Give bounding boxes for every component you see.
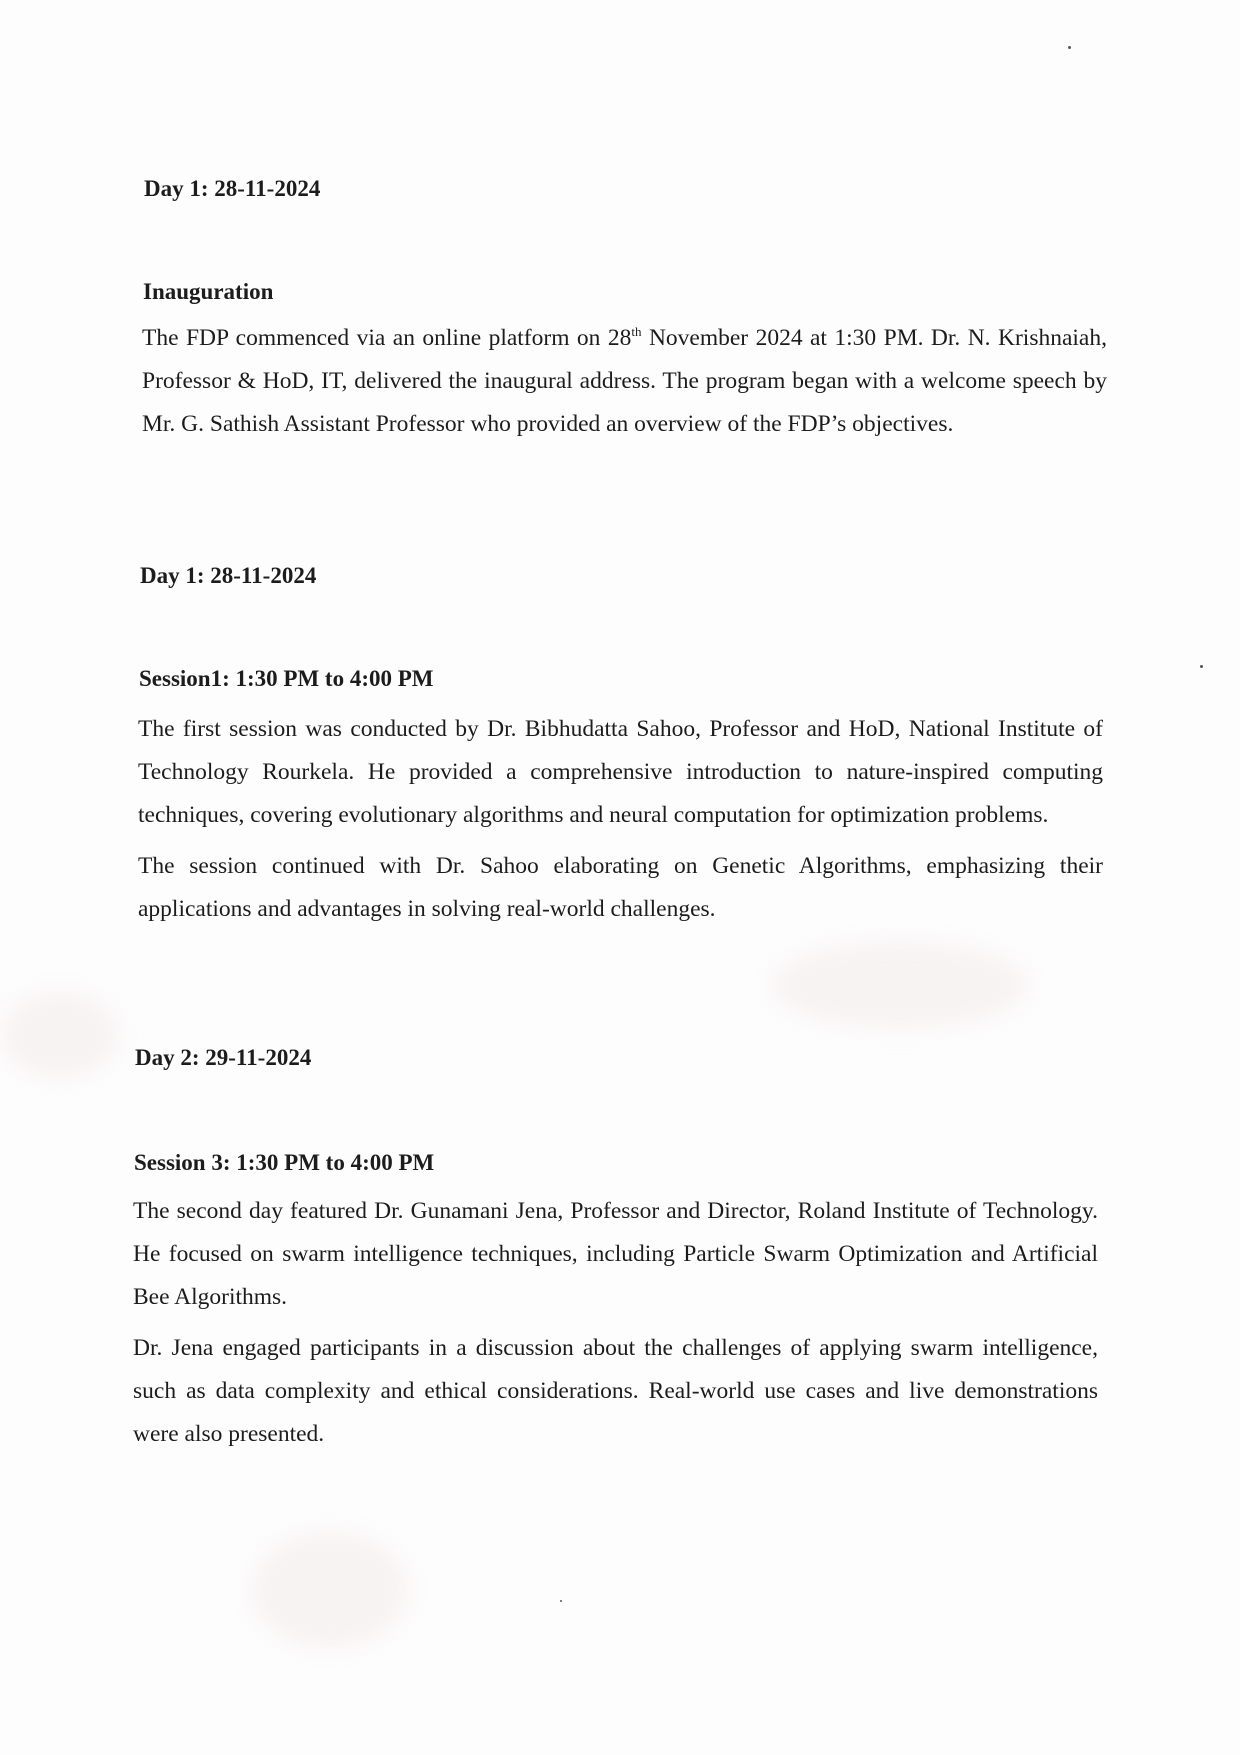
scan-smudge (250, 1530, 410, 1650)
inauguration-heading: Inauguration (143, 279, 274, 304)
day-heading: Day 1: 28-11-2024 (140, 563, 317, 588)
day-heading: Day 2: 29-11-2024 (135, 1045, 312, 1070)
session3-paragraph-1: The second day featured Dr. Gunamani Jena, Professor and Director, Roland Institute of Technology. He focused on swarm intelligence techniques, including Particle Swarm Optimization and Artificial Bee Algorithms. (133, 1198, 1098, 1310)
session3-heading-block (134, 1150, 1240, 1176)
day-heading: Day 1: 28-11-2024 (144, 176, 321, 201)
ordinal-suffix: th (631, 324, 642, 340)
paragraph-text: November 2024 at 1:30 PM. Dr. N. Krishnaiah, Professor & HoD, IT, delivered the inaugural address. The program began with a welcome speech by Mr. G. Sathish Assistant Professor who provided an overview of the FDP’s objectives. (142, 325, 1107, 437)
paragraph-text: The FDP commenced via an online platform on 28 (142, 325, 632, 351)
scan-smudge (770, 940, 1030, 1030)
session1-paragraph-1: The first session was conducted by Dr. Bibhudatta Sahoo, Professor and HoD, National Institute of Technology Rourkela. He provided a comprehensive introduction to nature-inspired computing techniques, covering evolutionary algorithms and neural computation for optimization problems. (138, 716, 1103, 828)
scan-speck (560, 1600, 562, 1602)
session1-paragraph-2: The session continued with Dr. Sahoo elaborating on Genetic Algorithms, emphasizing their applications and advantages in solving real-world challenges. (138, 853, 1103, 922)
day2-heading-block (135, 1045, 1240, 1071)
inauguration-body (142, 317, 1107, 446)
scan-smudge (0, 990, 120, 1080)
scan-speck (1068, 46, 1071, 49)
session1-heading: Session1: 1:30 PM to 4:00 PM (139, 666, 434, 691)
session3-body (133, 1190, 1098, 1456)
session3-heading: Session 3: 1:30 PM to 4:00 PM (134, 1150, 435, 1175)
day1-heading-block-2 (140, 563, 1240, 589)
session1-body (138, 708, 1103, 931)
inauguration-paragraph (142, 317, 1107, 446)
session1-heading-block (139, 666, 1240, 692)
session3-paragraph-2: Dr. Jena engaged participants in a discussion about the challenges of applying swarm intelligence, such as data complexity and ethical considerations. Real-world use cases and live demonstrations were also presented. (133, 1335, 1098, 1447)
inauguration-heading-block (143, 279, 1240, 305)
day1-heading-block (144, 176, 1240, 202)
